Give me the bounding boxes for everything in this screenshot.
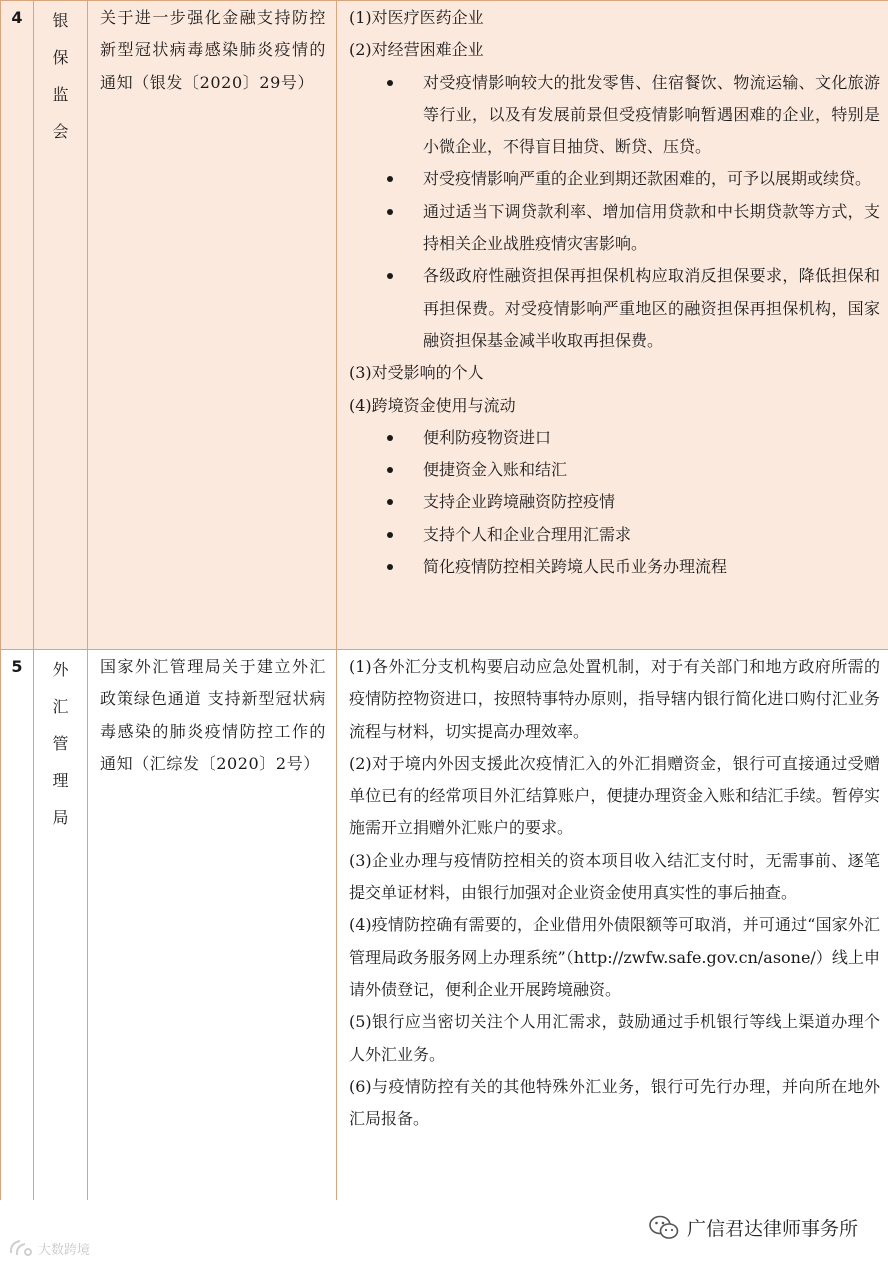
- content-item: (1)对医疗医药企业: [349, 8, 484, 27]
- row-number: 4: [1, 1, 34, 650]
- content-item: (3)对受影响的个人: [349, 363, 484, 383]
- authority-name: 银保监会: [52, 11, 69, 141]
- list-item: 便利防疫物资进口: [423, 422, 880, 454]
- list-item: 便捷资金入账和结汇: [423, 454, 880, 486]
- table-row: [1, 1, 888, 650]
- content-item: (4)疫情防控确有需要的，企业借用外债限额等可取消，并可通过“国家外汇管理局政务服务网上办理系统”（http://zwfw.safe.gov.cn/asone/）线上申请外债登记，便利企业开展跨境融资。: [349, 915, 880, 999]
- document-title: 国家外汇管理局关于建立外汇政策绿色通道 支持新型冠状病毒感染的肺炎疫情防控工作的通知（汇综发〔2020〕2号）: [100, 657, 326, 773]
- content-cell: [337, 650, 888, 1204]
- content-item: (3)企业办理与疫情防控相关的资本项目收入结汇支付时，无需事前、逐笔提交单证材料，由银行加强对企业资金使用真实性的事后抽查。: [349, 850, 880, 903]
- list-item: 通过适当下调贷款利率、增加信用贷款和中长期贷款等方式，支持相关企业战胜疫情灾害影响。: [423, 196, 880, 261]
- content-cell: [337, 1, 888, 650]
- bullet-list: [349, 422, 880, 583]
- content-item: (6)与疫情防控有关的其他特殊外汇业务，银行可先行办理，并向所在地外汇局报备。: [349, 1076, 880, 1129]
- page-footer: [0, 1200, 888, 1272]
- authority-name: 外汇管理局: [52, 660, 69, 827]
- document-title-cell: [88, 1, 337, 650]
- issuing-authority: [34, 650, 88, 1204]
- document-title: 关于进一步强化金融支持防控新型冠状病毒感染肺炎疫情的通知（银发〔2020〕29号）: [100, 8, 326, 92]
- list-item: 各级政府性融资担保再担保机构应取消反担保要求，降低担保和再担保费。对受疫情影响严重地区的融资担保再担保机构，国家融资担保基金减半收取再担保费。: [423, 260, 880, 357]
- list-item: 对受疫情影响较大的批发零售、住宿餐饮、物流运输、文化旅游等行业，以及有发展前景但受疫情影响暂遇困难的企业，特别是小微企业，不得盲目抽贷、断贷、压贷。: [423, 67, 880, 164]
- document-title-cell: [88, 650, 337, 1204]
- list-item: 支持个人和企业合理用汇需求: [423, 519, 880, 551]
- list-item: 对受疫情影响严重的企业到期还款困难的，可予以展期或续贷。: [423, 163, 880, 195]
- content-item: (1)各外汇分支机构要启动应急处置机制，对于有关部门和地方政府所需的疫情防控物资进口，按照特事特办原则，指导辖内银行简化进口购付汇业务流程与材料，切实提高办理效率。: [349, 657, 880, 741]
- content-item: (2)对于境内外因支援此次疫情汇入的外汇捐赠资金，银行可直接通过受赠单位已有的经常项目外汇结算账户，便捷办理资金入账和结汇手续。暂停实施需开立捐赠外汇账户的要求。: [349, 753, 880, 838]
- content-item: (4)跨境资金使用与流动: [349, 395, 516, 415]
- watermark-logo-icon: [8, 1238, 34, 1258]
- wechat-icon: [649, 1215, 679, 1241]
- content-item: (2)对经营困难企业: [349, 40, 484, 60]
- row-number: 5: [1, 650, 34, 1204]
- issuing-authority: [34, 1, 88, 650]
- list-item: 简化疫情防控相关跨境人民币业务办理流程: [423, 551, 880, 583]
- watermark-text: 大数跨境: [38, 1242, 91, 1258]
- account-name: 广信君达律师事务所: [686, 1218, 858, 1240]
- content-item: (5)银行应当密切关注个人用汇需求，鼓励通过手机银行等线上渠道办理个人外汇业务。: [349, 1012, 880, 1064]
- wechat-account-label[interactable]: [649, 1214, 858, 1241]
- list-item: 支持企业跨境融资防控疫情: [423, 486, 880, 518]
- table-row: [1, 650, 888, 1204]
- bullet-list: [349, 67, 880, 358]
- watermark: [8, 1238, 90, 1258]
